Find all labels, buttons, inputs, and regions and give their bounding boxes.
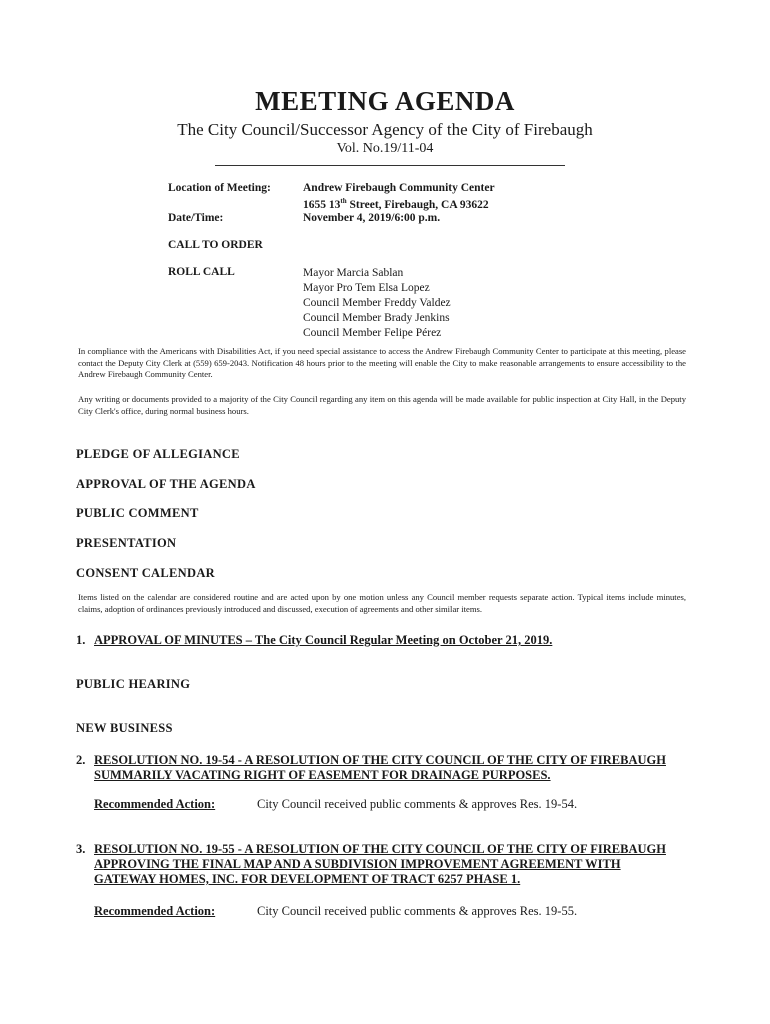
section-new-business: NEW BUSINESS: [76, 721, 173, 735]
roll-call-list: [303, 266, 451, 341]
header-divider: [215, 165, 565, 166]
datetime-value: November 4, 2019/6:00 p.m.: [303, 212, 441, 224]
recommended-action-text: City Council received public comments & approves Res. 19-54.: [257, 797, 578, 811]
item-title-line: GATEWAY HOMES, INC. FOR DEVELOPMENT OF TRACT 6257 PHASE 1.: [94, 872, 521, 886]
item-title-line: APPROVAL OF MINUTES – The City Council Regular Meeting on October 21, 2019.: [94, 633, 553, 647]
roll-call-member: Mayor Pro Tem Elsa Lopez: [303, 282, 430, 294]
roll-call-member: Council Member Freddy Valdez: [303, 297, 451, 309]
section-consent: CONSENT CALENDAR: [76, 566, 215, 580]
roll-call-label: ROLL CALL: [168, 266, 235, 278]
section-presentation: PRESENTATION: [76, 536, 177, 550]
section-approval: APPROVAL OF THE AGENDA: [76, 477, 256, 491]
call-to-order: CALL TO ORDER: [168, 239, 263, 251]
agenda-item-2: [94, 753, 684, 783]
agenda-subtitle: The City Council/Successor Agency of the City of Firebaugh: [177, 120, 593, 139]
item-number: 2.: [76, 753, 86, 767]
consent-note: Items listed on the calendar are considered routine and are acted upon by one motion unless any Council member requests separate action. Typical items include minutes, claims, adoption of ordinances previously introduced and discussed, execution of agreements and other similar items.: [78, 592, 686, 614]
recommended-action-label: Recommended Action:: [94, 904, 216, 918]
roll-call-member: Council Member Brady Jenkins: [303, 312, 450, 324]
ada-notice: In compliance with the Americans with Disabilities Act, if you need special assistance to access the Andrew Firebaugh Community Center to participate at this meeting, please contact the Deputy City Clerk at (559) 659-2043. Notification 48 hours prior to the meeting will enable the City to make reasonable arrangements to ensure accessibility to the Andrew Firebaugh Community Center.: [78, 346, 686, 379]
volume-number: Vol. No.19/11-04: [336, 141, 434, 156]
location-label: Location of Meeting:: [168, 182, 271, 194]
datetime-label: Date/Time:: [168, 212, 224, 224]
item-number: 1.: [76, 633, 86, 647]
roll-call-member: Mayor Marcia Sablan: [303, 267, 404, 279]
section-public-hearing: PUBLIC HEARING: [76, 677, 191, 691]
agenda-title: MEETING AGENDA: [255, 86, 515, 116]
item-title-line: RESOLUTION NO. 19-54 - A RESOLUTION OF THE CITY COUNCIL OF THE CITY OF FIREBAUGH: [94, 753, 666, 767]
recommended-action-text: City Council received public comments & approves Res. 19-55.: [257, 904, 578, 918]
section-pledge: PLEDGE OF ALLEGIANCE: [76, 447, 240, 461]
documents-notice: Any writing or documents provided to a majority of the City Council regarding any item on this agenda will be made available for public inspection at City Hall, in the Deputy City Clerk's office, during normal business hours.: [78, 394, 686, 416]
location-name: Andrew Firebaugh Community Center: [303, 182, 495, 194]
item-title-line: SUMMARILY VACATING RIGHT OF EASEMENT FOR DRAINAGE PURPOSES.: [94, 768, 551, 782]
section-public-comment: PUBLIC COMMENT: [76, 506, 199, 520]
location-address: 1655 13th Street, Firebaugh, CA 93622: [303, 197, 489, 211]
item-title-line: RESOLUTION NO. 19-55 - A RESOLUTION OF THE CITY COUNCIL OF THE CITY OF FIREBAUGH: [94, 842, 666, 856]
agenda-item-1: [94, 633, 552, 648]
item-number: 3.: [76, 842, 86, 856]
roll-call-member: Council Member Felipe Pérez: [303, 327, 442, 339]
agenda-item-3: [94, 842, 684, 887]
recommended-action-label: Recommended Action:: [94, 797, 216, 811]
item-title-line: APPROVING THE FINAL MAP AND A SUBDIVISION IMPROVEMENT AGREEMENT WITH: [94, 857, 621, 871]
